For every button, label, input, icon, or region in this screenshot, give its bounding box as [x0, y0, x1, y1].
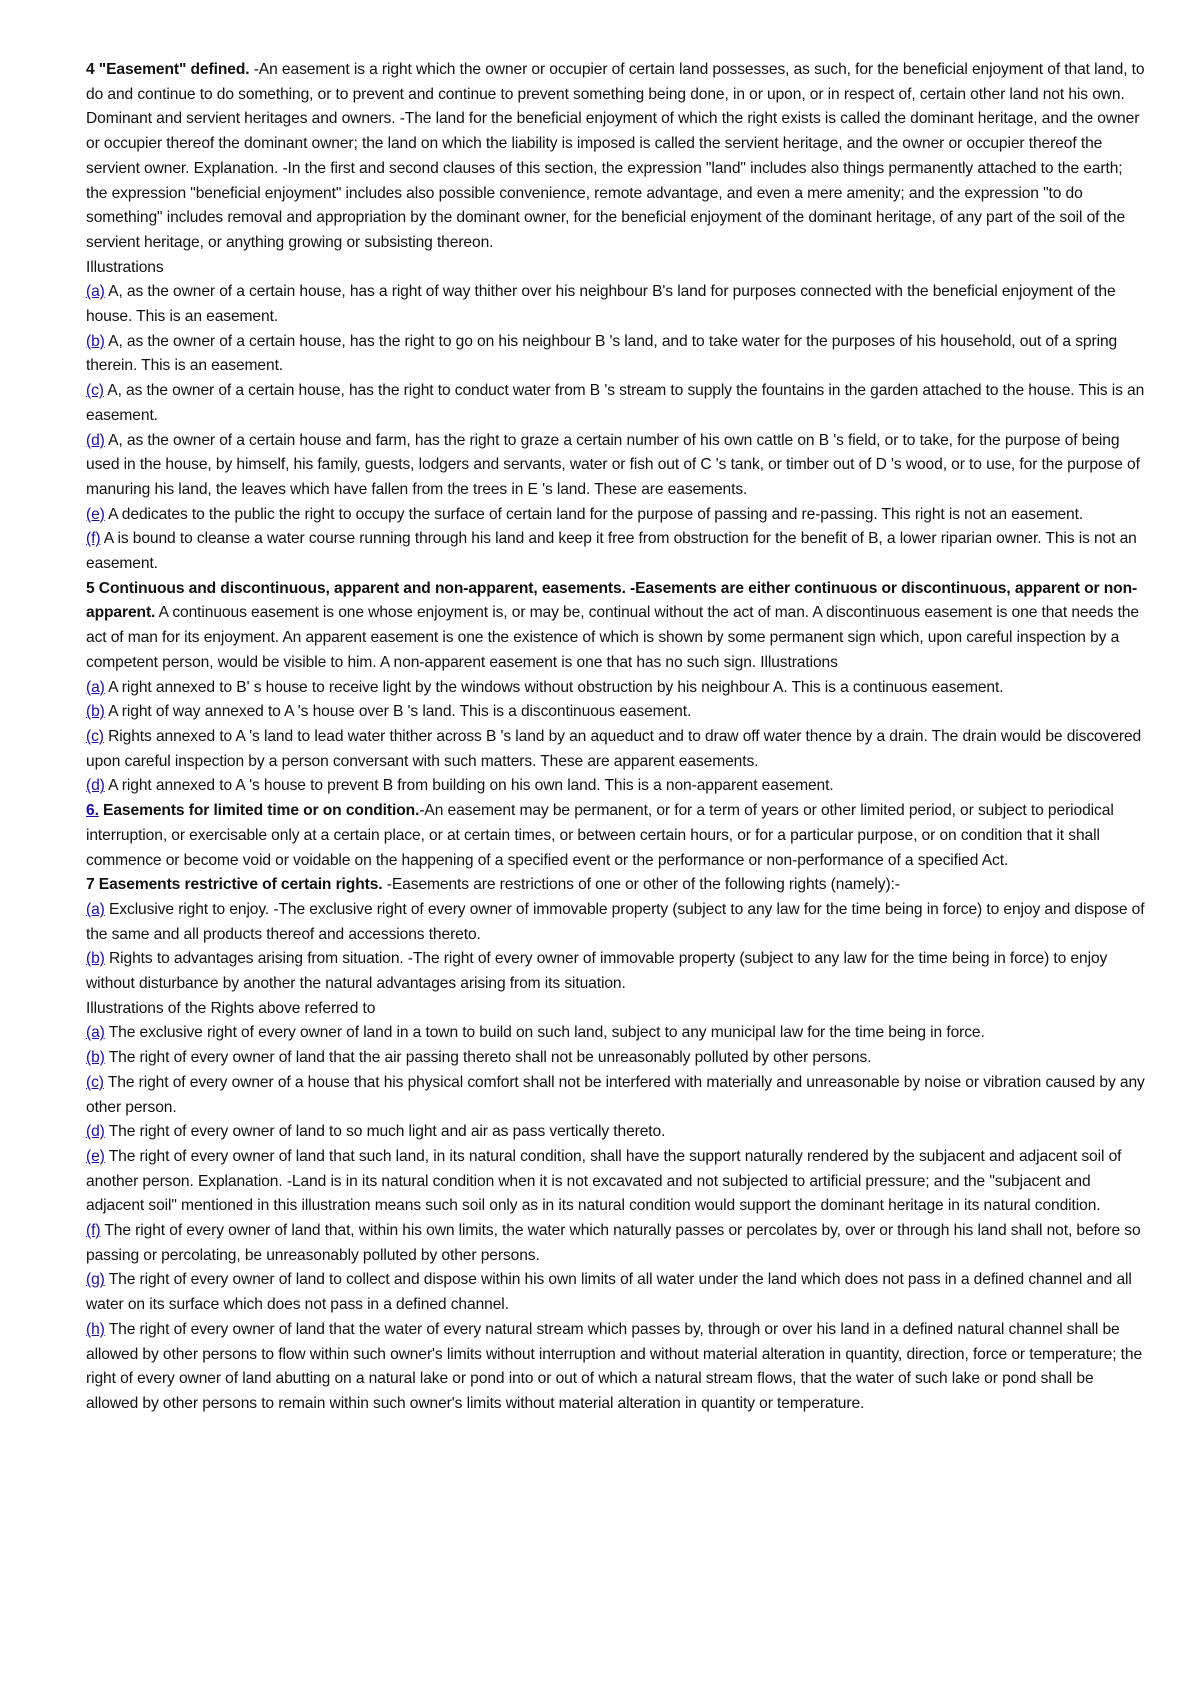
paragraph	[86, 774, 1146, 799]
clause-link[interactable]: (a)	[86, 678, 105, 696]
paragraph	[86, 1145, 1146, 1219]
paragraph	[86, 527, 1146, 576]
paragraph	[86, 1071, 1146, 1120]
paragraph	[86, 379, 1146, 428]
clause-link[interactable]: (d)	[86, 777, 105, 795]
clause-link[interactable]: (d)	[86, 1123, 105, 1141]
paragraph	[86, 256, 1146, 281]
clause-link[interactable]: (e)	[86, 505, 105, 523]
section-heading: 5 Continuous and discontinuous, apparent and non-apparent, easements. -Easements are either continuous or discontinuous, apparent or non-apparent.	[86, 579, 1138, 622]
paragraph	[86, 1219, 1146, 1268]
clause-link[interactable]: (c)	[86, 382, 104, 400]
paragraph	[86, 58, 1146, 256]
clause-link[interactable]: (c)	[86, 727, 104, 745]
paragraph	[86, 429, 1146, 503]
paragraph-text: -An easement may be permanent, or for a term of years or other limited period, or subject to periodical interruption, or exercisable only at a certain place, or at certain times, or between certain hours, or for a particular purpose, or on condition that it shall commence or become void or voidable on the happening of a specified event or the performance or non-performance of a specified Act.	[86, 802, 1114, 869]
clause-link[interactable]: (a)	[86, 283, 105, 301]
clause-link[interactable]: (a)	[86, 900, 105, 918]
clause-link[interactable]: (a)	[86, 1024, 105, 1042]
paragraph	[86, 997, 1146, 1022]
paragraph	[86, 799, 1146, 873]
paragraph	[86, 1046, 1146, 1071]
paragraph-text: Illustrations	[86, 258, 164, 276]
paragraph-text: The exclusive right of every owner of land in a town to build on such land, subject to any municipal law for the time being in force.	[104, 1024, 985, 1042]
clause-link[interactable]: (e)	[86, 1147, 105, 1165]
section-heading: Easements for limited time or on condition.	[98, 802, 420, 820]
clause-link[interactable]: (g)	[86, 1271, 105, 1289]
paragraph-text: The right of every owner of land that the water of every natural stream which passes by, through or over his land in a defined natural channel shall be allowed by other persons to flow within such owner's limits without interruption and without material alteration in quantity, direction, force or temperature; the right of every owner of land abutting on a natural lake or pond into or out of which a natural stream flows, that the water of such lake or pond shall be allowed by other persons to remain within such owner's limits without material alteration in quantity or temperature.	[86, 1320, 1143, 1412]
paragraph	[86, 1021, 1146, 1046]
paragraph-text: A, as the owner of a certain house, has a right of way thither over his neighbour B's land for purposes connected with the beneficial enjoyment of the house. This is an easement.	[86, 283, 1116, 326]
clause-link[interactable]: (f)	[86, 1222, 101, 1240]
clause-link[interactable]: (b)	[86, 703, 105, 721]
section-heading: 7 Easements restrictive of certain rights.	[86, 876, 383, 894]
paragraph	[86, 1120, 1146, 1145]
paragraph-text: A, as the owner of a certain house and farm, has the right to graze a certain number of his own cattle on B 's field, or to take, for the purpose of being used in the house, by himself, his family, guests, lodgers and servants, water or fish out of C 's tank, or timber out of D 's wood, or to use, for the purpose of manuring his land, the leaves which have fallen from the trees in E 's land. These are easements.	[86, 431, 1140, 498]
paragraph	[86, 577, 1146, 676]
clause-link[interactable]: (d)	[86, 431, 105, 449]
paragraph-text: The right of every owner of land that such land, in its natural condition, shall have the support naturally rendered by the subjacent and adjacent soil of another person. Explanation. -Land is in its natural condition when it is not excavated and not subjected to artificial pressure; and the "subjacent and adjacent soil" mentioned in this illustration means such soil only as in its natural condition would support the dominant heritage in its natural condition.	[86, 1147, 1122, 1215]
paragraph-text: Illustrations of the Rights above referred to	[86, 999, 376, 1017]
paragraph-text: A is bound to cleanse a water course running through his land and keep it free from obstruction for the benefit of B, a lower riparian owner. This is not an easement.	[86, 530, 1137, 573]
paragraph	[86, 1318, 1146, 1417]
paragraph-text: Rights annexed to A 's land to lead water thither across B 's land by an aqueduct and to draw off water thence by a drain. The drain would be discovered upon careful inspection by a person conversant with such matters. These are apparent easements.	[86, 727, 1142, 770]
paragraph	[86, 873, 1146, 898]
paragraph-text: The right of every owner of land to so much light and air as pass vertically thereto.	[104, 1123, 666, 1141]
clause-link[interactable]: (f)	[86, 530, 101, 548]
clause-link[interactable]: (c)	[86, 1073, 104, 1091]
paragraph-text: The right of every owner of land that, within his own limits, the water which naturally passes or percolates by, over or through his land shall not, before so passing or percolating, be unreasonably polluted by other persons.	[86, 1222, 1141, 1264]
clause-link[interactable]: (b)	[86, 332, 105, 350]
paragraph-text: The right of every owner of land that the air passing thereto shall not be unreasonably polluted by other persons.	[104, 1049, 872, 1067]
paragraph-text: A right of way annexed to A 's house over B 's land. This is a discontinuous easement.	[104, 703, 692, 721]
paragraph	[86, 280, 1146, 329]
paragraph	[86, 676, 1146, 701]
paragraph-text: A right annexed to B' s house to receive light by the windows without obstruction by his neighbour A. This is a continuous easement.	[104, 678, 1004, 696]
section-heading: 4 "Easement" defined.	[86, 61, 254, 78]
paragraph-text: The right of every owner of land to collect and dispose within his own limits of all water under the land which does not pass in a defined channel and all water on its surface which does not pass in a defined channel.	[86, 1271, 1132, 1314]
clause-link[interactable]: (b)	[86, 1049, 105, 1067]
clause-link[interactable]: (h)	[86, 1320, 105, 1338]
paragraph	[86, 503, 1146, 528]
paragraph-text: A dedicates to the public the right to occupy the surface of certain land for the purpose of passing and re-passing. This right is not an easement.	[104, 505, 1084, 523]
paragraph-text: A continuous easement is one whose enjoyment is, or may be, continual without the act of man. A discontinuous easement is one that needs the act of man for its enjoyment. An apparent easement is one the existence of which is shown by some permanent sign which, upon careful inspection by a competent person, would be visible to him. A non-apparent easement is one that has no such sign. Illustrations	[86, 604, 1139, 671]
paragraph-text: A, as the owner of a certain house, has the right to go on his neighbour B 's land, and to take water for the purposes of his household, out of a spring therein. This is an easement.	[86, 332, 1118, 375]
paragraph-text: Rights to advantages arising from situation. -The right of every owner of immovable property (subject to any law for the time being in force) to enjoy without disturbance by another the natural advantages arising from its situation.	[86, 950, 1108, 993]
clause-link[interactable]: (b)	[86, 950, 105, 968]
paragraph	[86, 947, 1146, 996]
paragraph-text: A, as the owner of a certain house, has the right to conduct water from B 's stream to supply the fountains in the garden attached to the house. This is an easement.	[86, 382, 1145, 424]
paragraph-text: -Easements are restrictions of one or other of the following rights (namely):-	[382, 876, 900, 894]
paragraph-text: -An easement is a right which the owner or occupier of certain land possesses, as such, for the beneficial enjoyment of that land, to do and continue to do something, or to prevent and continue to prevent something being done, in or upon, or in respect of, certain other land not his own. Dominant and servient heritages and owners. -The land for the beneficial enjoyment of which the right exists is called the dominant heritage, and the owner or occupier thereof the dominant owner; the land on which the liability is imposed is called the servient heritage, and the owner or occupier thereof the servient owner. Explanation. -In the first and second clauses of this section, the expression "land" includes also things permanently attached to the earth; the expression "beneficial enjoyment" includes also possible convenience, remote advantage, and even a mere amenity; and the expression "to do something" includes removal and appropriation by the dominant owner, for the beneficial enjoyment of the dominant heritage, of any part of the soil of the servient heritage, or anything growing or subsisting thereon.	[86, 61, 1145, 251]
paragraph	[86, 700, 1146, 725]
paragraph-text: A right annexed to A 's house to prevent B from building on his own land. This is a non-apparent easement.	[104, 777, 834, 795]
paragraph	[86, 898, 1146, 947]
paragraph	[86, 330, 1146, 379]
paragraph	[86, 725, 1146, 774]
paragraph-text: The right of every owner of a house that his physical comfort shall not be interfered with materially and unreasonable by noise or vibration caused by any other person.	[86, 1073, 1145, 1116]
clause-link[interactable]: 6.	[86, 802, 99, 820]
paragraph	[86, 1268, 1146, 1317]
paragraph-text: Exclusive right to enjoy. -The exclusive right of every owner of immovable property (subject to any law for the time being in force) to enjoy and dispose of the same and all products thereof and accessions thereto.	[86, 900, 1145, 943]
document-body	[86, 58, 1146, 1417]
